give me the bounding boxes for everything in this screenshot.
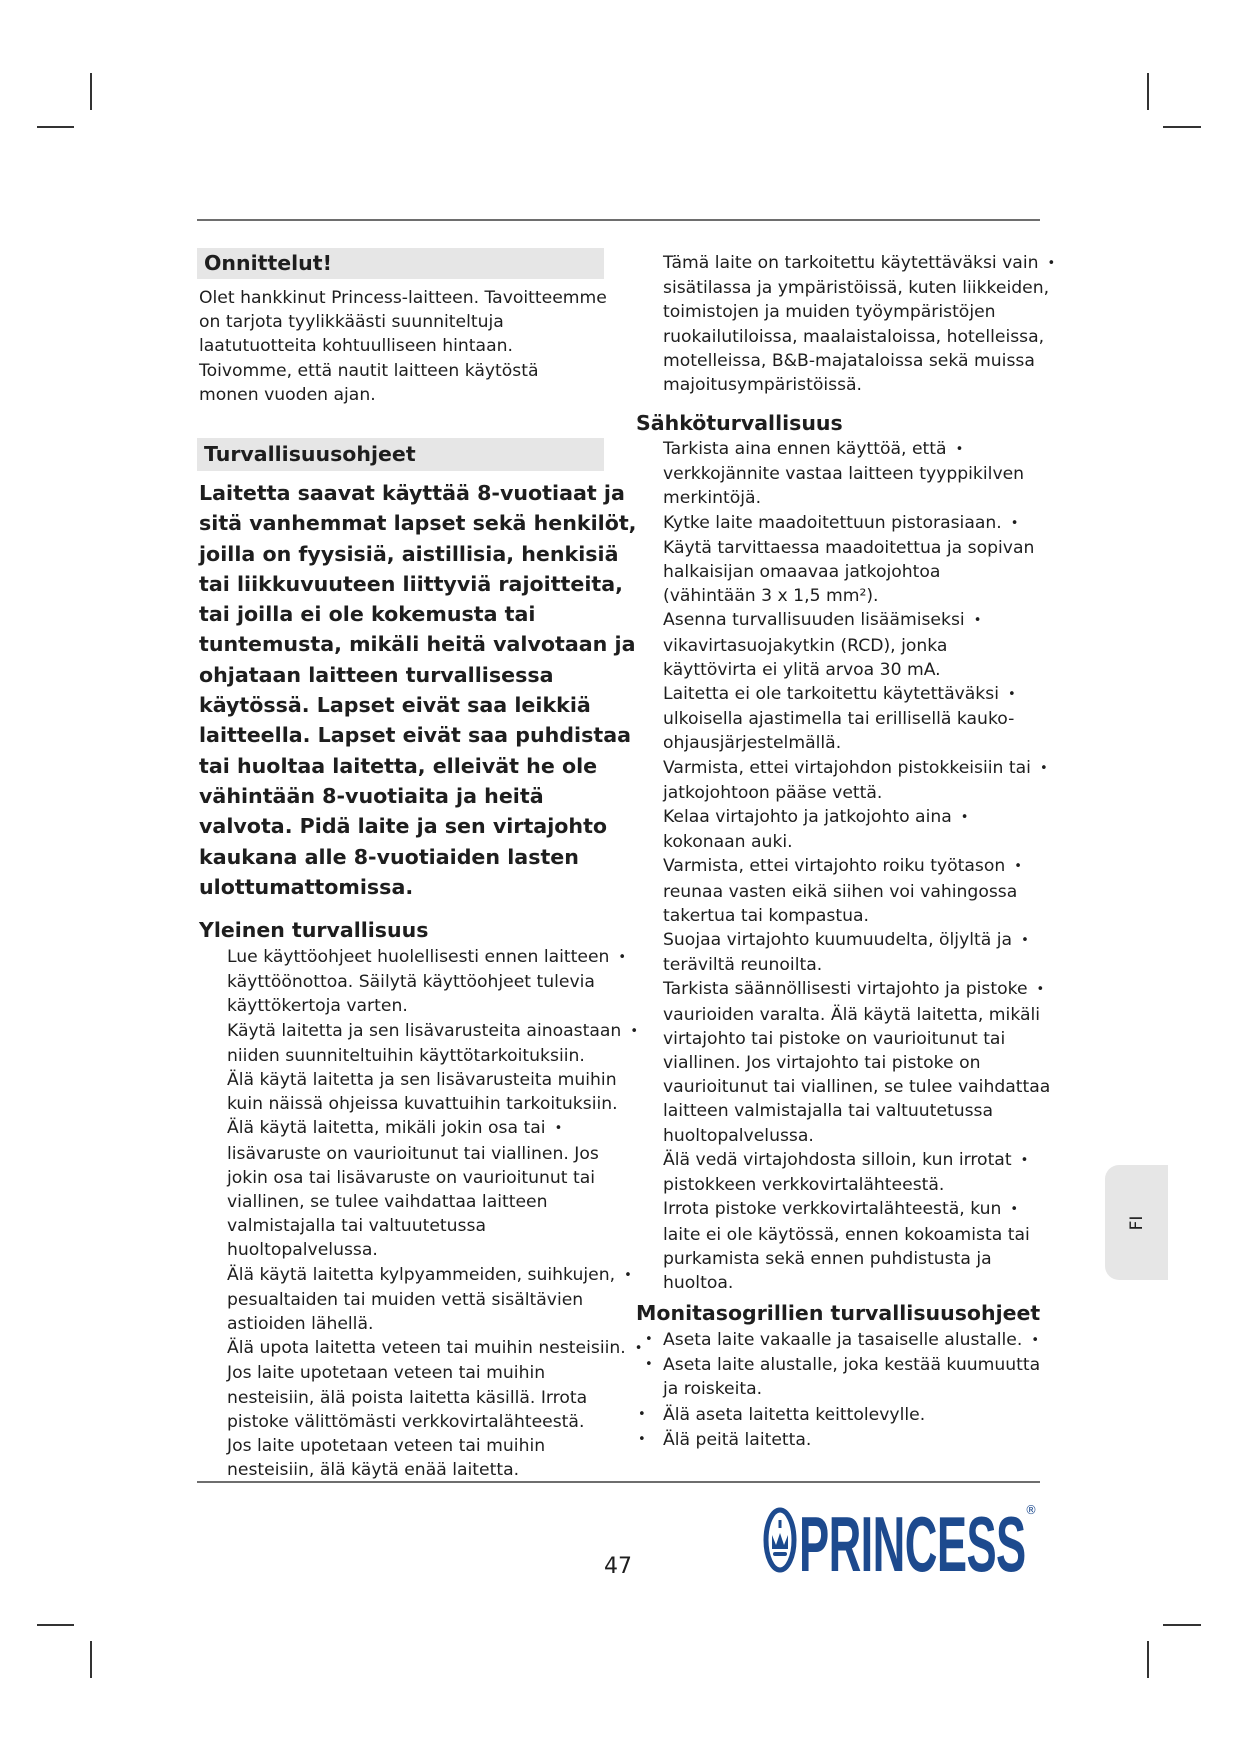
item-text: Jos laite upotetaan veteen tai muihin (227, 1436, 546, 1457)
list-item (663, 682, 1050, 756)
item-text: laite ei ole käytössä, ennen kokoamista tai purkamista sekä ennen puhdistusta ja huoltoa. (663, 1224, 1030, 1293)
item-text: verkkojännite vastaa laitteen tyyppikilven merkintöjä. (663, 464, 1025, 509)
bullet-icon: • (554, 1121, 563, 1137)
list-item (638, 1403, 1040, 1427)
bullet-icon: • (1020, 1152, 1029, 1168)
general-safety-list (227, 945, 642, 1482)
bullet-icon: • (618, 950, 627, 965)
list-item (663, 854, 1050, 928)
bullet-icon: • (1031, 1333, 1039, 1348)
item-text: Älä käytä laitetta, mikäli jokin osa tai (227, 1118, 546, 1139)
item-text: Kytke laite maadoitettuun pistorasiaan. (663, 512, 1002, 533)
item-text: Älä käytä laitetta kylpyammeiden, suihkujen, (227, 1264, 616, 1285)
crop-mark (37, 126, 74, 128)
page-number: 47 (604, 1554, 632, 1579)
list-item (227, 1263, 642, 1337)
bullet-icon: • (1010, 515, 1019, 531)
crop-mark (1147, 73, 1149, 110)
congrats-heading: Onnittelut! (204, 251, 332, 275)
item-text: Tarkista säännöllisesti virtajohto ja pistoke (663, 979, 1028, 1000)
bullet-icon: • (634, 1341, 643, 1357)
bullet-icon: • (645, 1332, 653, 1347)
intended-use-block (663, 251, 1055, 397)
crop-mark (90, 1641, 92, 1678)
item-text: Älä upota laitetta veteen tai muihin nesteisiin. (227, 1338, 626, 1359)
list-item (663, 928, 1050, 977)
general-safety-heading: Yleinen turvallisuus (199, 918, 429, 942)
list-item (663, 511, 1050, 536)
language-tab-label: FI (1126, 1215, 1147, 1230)
item-text: Aseta laite alustalle, joka kestää kuumuutta (663, 1355, 1041, 1376)
list-item (663, 437, 1050, 511)
item-text: Älä peitä laitetta. (663, 1429, 812, 1450)
list-item (645, 1328, 1040, 1353)
item-text: Älä aseta laitetta keittolevylle. (663, 1404, 926, 1425)
item-text: sisätilassa ja ympäristöissä, kuten liikkeiden, toimistojen ja muiden työympäristöjen ruokailutiloissa, maalaistaloissa, hotelleissa, motelleissa, B&B-majataloissa sekä muissa majoitusympäristöissä. (663, 278, 1050, 396)
language-tab (1105, 1165, 1168, 1280)
item-text: nesteisiin, älä poista laitetta käsillä. Irrota pistoke välittömästi verkkovirtalähteestä. (227, 1387, 588, 1432)
item-text: jatkojohtoon pääse vettä. (663, 782, 883, 803)
bullet-icon: • (1036, 982, 1045, 998)
list-item (663, 805, 1050, 854)
list-item (227, 945, 642, 1019)
registered-mark: ® (1025, 1503, 1037, 1517)
list-item (227, 1336, 642, 1361)
list-item (227, 1068, 642, 1116)
congrats-text: Olet hankkinut Princess-laitteen. Tavoitteemme on tarjota tyylikkäästi suunniteltuja laatutuotteita kohtuulliseen hintaan. Toivomme, että nautit laitteen käytöstä monen vuoden ajan. (199, 288, 607, 405)
item-text: Aseta laite vakaalle ja tasaiselle alustalle. (663, 1330, 1023, 1350)
item-text: nesteisiin, älä käytä enää laitetta. (227, 1460, 520, 1481)
bullet-icon: • (638, 1406, 646, 1422)
item-text: ulkoisella ajastimella tai erillisellä kauko- ohjausjärjestelmällä. (663, 709, 1015, 754)
bullet-icon: • (960, 810, 969, 826)
list-item (663, 756, 1050, 805)
list-item (227, 1019, 642, 1068)
item-text: halkaisijan omaavaa jatkojohtoa (vähintään 3 x 1,5 mm²). (663, 562, 941, 607)
item-text: Jos laite upotetaan veteen tai muihin (227, 1363, 546, 1384)
crop-mark (90, 73, 92, 110)
item-text: Irrota pistoke verkkovirtalähteestä, kun (663, 1199, 1002, 1220)
item-text: vikavirtasuojakytkin (RCD), jonka käyttövirta ei ylitä arvoa 30 mA. (663, 635, 948, 680)
list-item (638, 1428, 1040, 1452)
bullet-icon: • (955, 442, 964, 457)
congrats-heading-box (197, 248, 604, 279)
bullet-icon: • (630, 1023, 638, 1039)
princess-logo (763, 1500, 1043, 1588)
item-text: Käytä laitetta ja sen lisävarusteita ainoastaan (227, 1020, 622, 1041)
list-item (663, 608, 1050, 682)
bullet-icon: • (1010, 1202, 1019, 1218)
item-text: niiden suunniteltuihin käyttötarkoituksiin. (227, 1045, 585, 1066)
top-rule (197, 219, 1040, 221)
bullet-icon: • (1008, 687, 1016, 703)
item-text: Suojaa virtajohto kuumuudelta, öljyltä ja (663, 930, 1013, 951)
item-text: Käytä tarvittaessa maadoitettua ja sopivan (663, 537, 1035, 558)
crop-mark (1163, 126, 1201, 128)
crop-mark (1163, 1624, 1201, 1626)
item-text: lisävaruste on vaurioitunut tai viallinen. Jos jokin osa tai lisävaruste on vaurioitunut tai viallinen, se tulee vaihdattaa laitteen valmistajalla tai valtuutetussa huoltopalvelussa. (227, 1143, 599, 1261)
list-item (227, 1116, 642, 1262)
crop-mark (1147, 1641, 1149, 1678)
bullet-icon: • (645, 1357, 653, 1373)
safety-heading: Turvallisuusohjeet (204, 442, 416, 466)
list-item (663, 1148, 1050, 1197)
list-item (663, 536, 1050, 609)
crop-mark (37, 1624, 74, 1626)
safety-heading-box (197, 438, 604, 471)
item-text: pistokkeen verkkovirtalähteestä. (663, 1175, 945, 1196)
grill-safety-heading: Monitasogrillien turvallisuusohjeet (636, 1301, 1041, 1325)
safety-warning: Laitetta saavat käyttää 8-vuotiaat ja sitä vanhemmat lapset sekä henkilöt, joilla on fyysisiä, aistillisia, henkisiä tai liikkuvuuteen liittyviä rajoitteita, tai joilla ei ole kokemusta tai tuntemusta, mikäli heitä valvotaan ja ohjataan laitteen turvallisessa käytössä. Lapset eivät saa leikkiä laitteella. Lapset eivät saa puhdistaa tai huoltaa laitetta, elleivät he ole vähintään 8-vuotiaita ja heitä valvota. Pidä laite ja sen virtajohto kaukana alle 8-vuotiaiden lasten ulottumattomissa. (199, 481, 637, 899)
item-text: Laitetta ei ole tarkoitettu käytettäväksi (663, 684, 999, 705)
item-text: Älä vedä virtajohdosta silloin, kun irrotat (663, 1149, 1012, 1170)
item-text: käyttöönottoa. Säilytä käyttöohjeet tulevia käyttökertoja varten. (227, 972, 595, 1017)
list-item (227, 1434, 642, 1482)
list-item (645, 1353, 1041, 1401)
list-item (227, 1361, 642, 1434)
list-item (663, 251, 1055, 397)
electrical-safety-list (663, 437, 1050, 1295)
bullet-icon: • (1047, 256, 1056, 271)
list-item (663, 1197, 1050, 1295)
grill-safety-list (638, 1328, 1041, 1452)
item-text: Asenna turvallisuuden lisäämiseksi (663, 610, 965, 631)
bullet-icon: • (1021, 933, 1029, 949)
bullet-icon: • (973, 613, 982, 629)
item-text: teräviltä reunoilta. (663, 955, 823, 976)
item-text: pesualtaiden tai muiden vettä sisältävien astioiden lähellä. (227, 1289, 584, 1335)
item-text: Kelaa virtajohto ja jatkojohto aina (663, 807, 952, 828)
electrical-safety-heading: Sähköturvallisuus (636, 411, 843, 435)
item-text: Varmista, ettei virtajohto roiku työtason (663, 856, 1006, 877)
list-item (663, 977, 1050, 1147)
item-text: reunaa vasten eikä siihen voi vahingossa takertua tai kompastua. (663, 881, 1018, 926)
bullet-icon: • (624, 1267, 632, 1283)
brand-name: PRINCESS (799, 1500, 1026, 1588)
bullet-icon: • (1014, 859, 1022, 875)
item-text: vaurioiden varalta. Älä käytä laitetta, mikäli virtajohto tai pistoke on vaurioitunut tai viallinen. Jos virtajohto tai pistoke on vaurioitunut tai viallinen, se tulee vaihdattaa laitteen valmistajalla tai valtuutetussa huoltopalvelussa. (663, 1004, 1051, 1146)
item-text: Tarkista aina ennen käyttöä, että (663, 439, 947, 459)
item-text: Tämä laite on tarkoitettu käytettäväksi vain (663, 253, 1039, 273)
bullet-icon: • (1039, 760, 1048, 776)
bullet-icon: • (638, 1431, 646, 1447)
item-text: ja roiskeita. (663, 1379, 763, 1400)
item-text: kuin näissä ohjeissa kuvattuihin tarkoituksiin. (227, 1094, 618, 1115)
item-text: Älä käytä laitetta ja sen lisävarusteita muihin (227, 1070, 617, 1091)
item-text: Lue käyttöohjeet huolellisesti ennen laitteen (227, 947, 610, 967)
item-text: Varmista, ettei virtajohdon pistokkeisiin tai (663, 757, 1031, 778)
item-text: kokonaan auki. (663, 832, 793, 853)
